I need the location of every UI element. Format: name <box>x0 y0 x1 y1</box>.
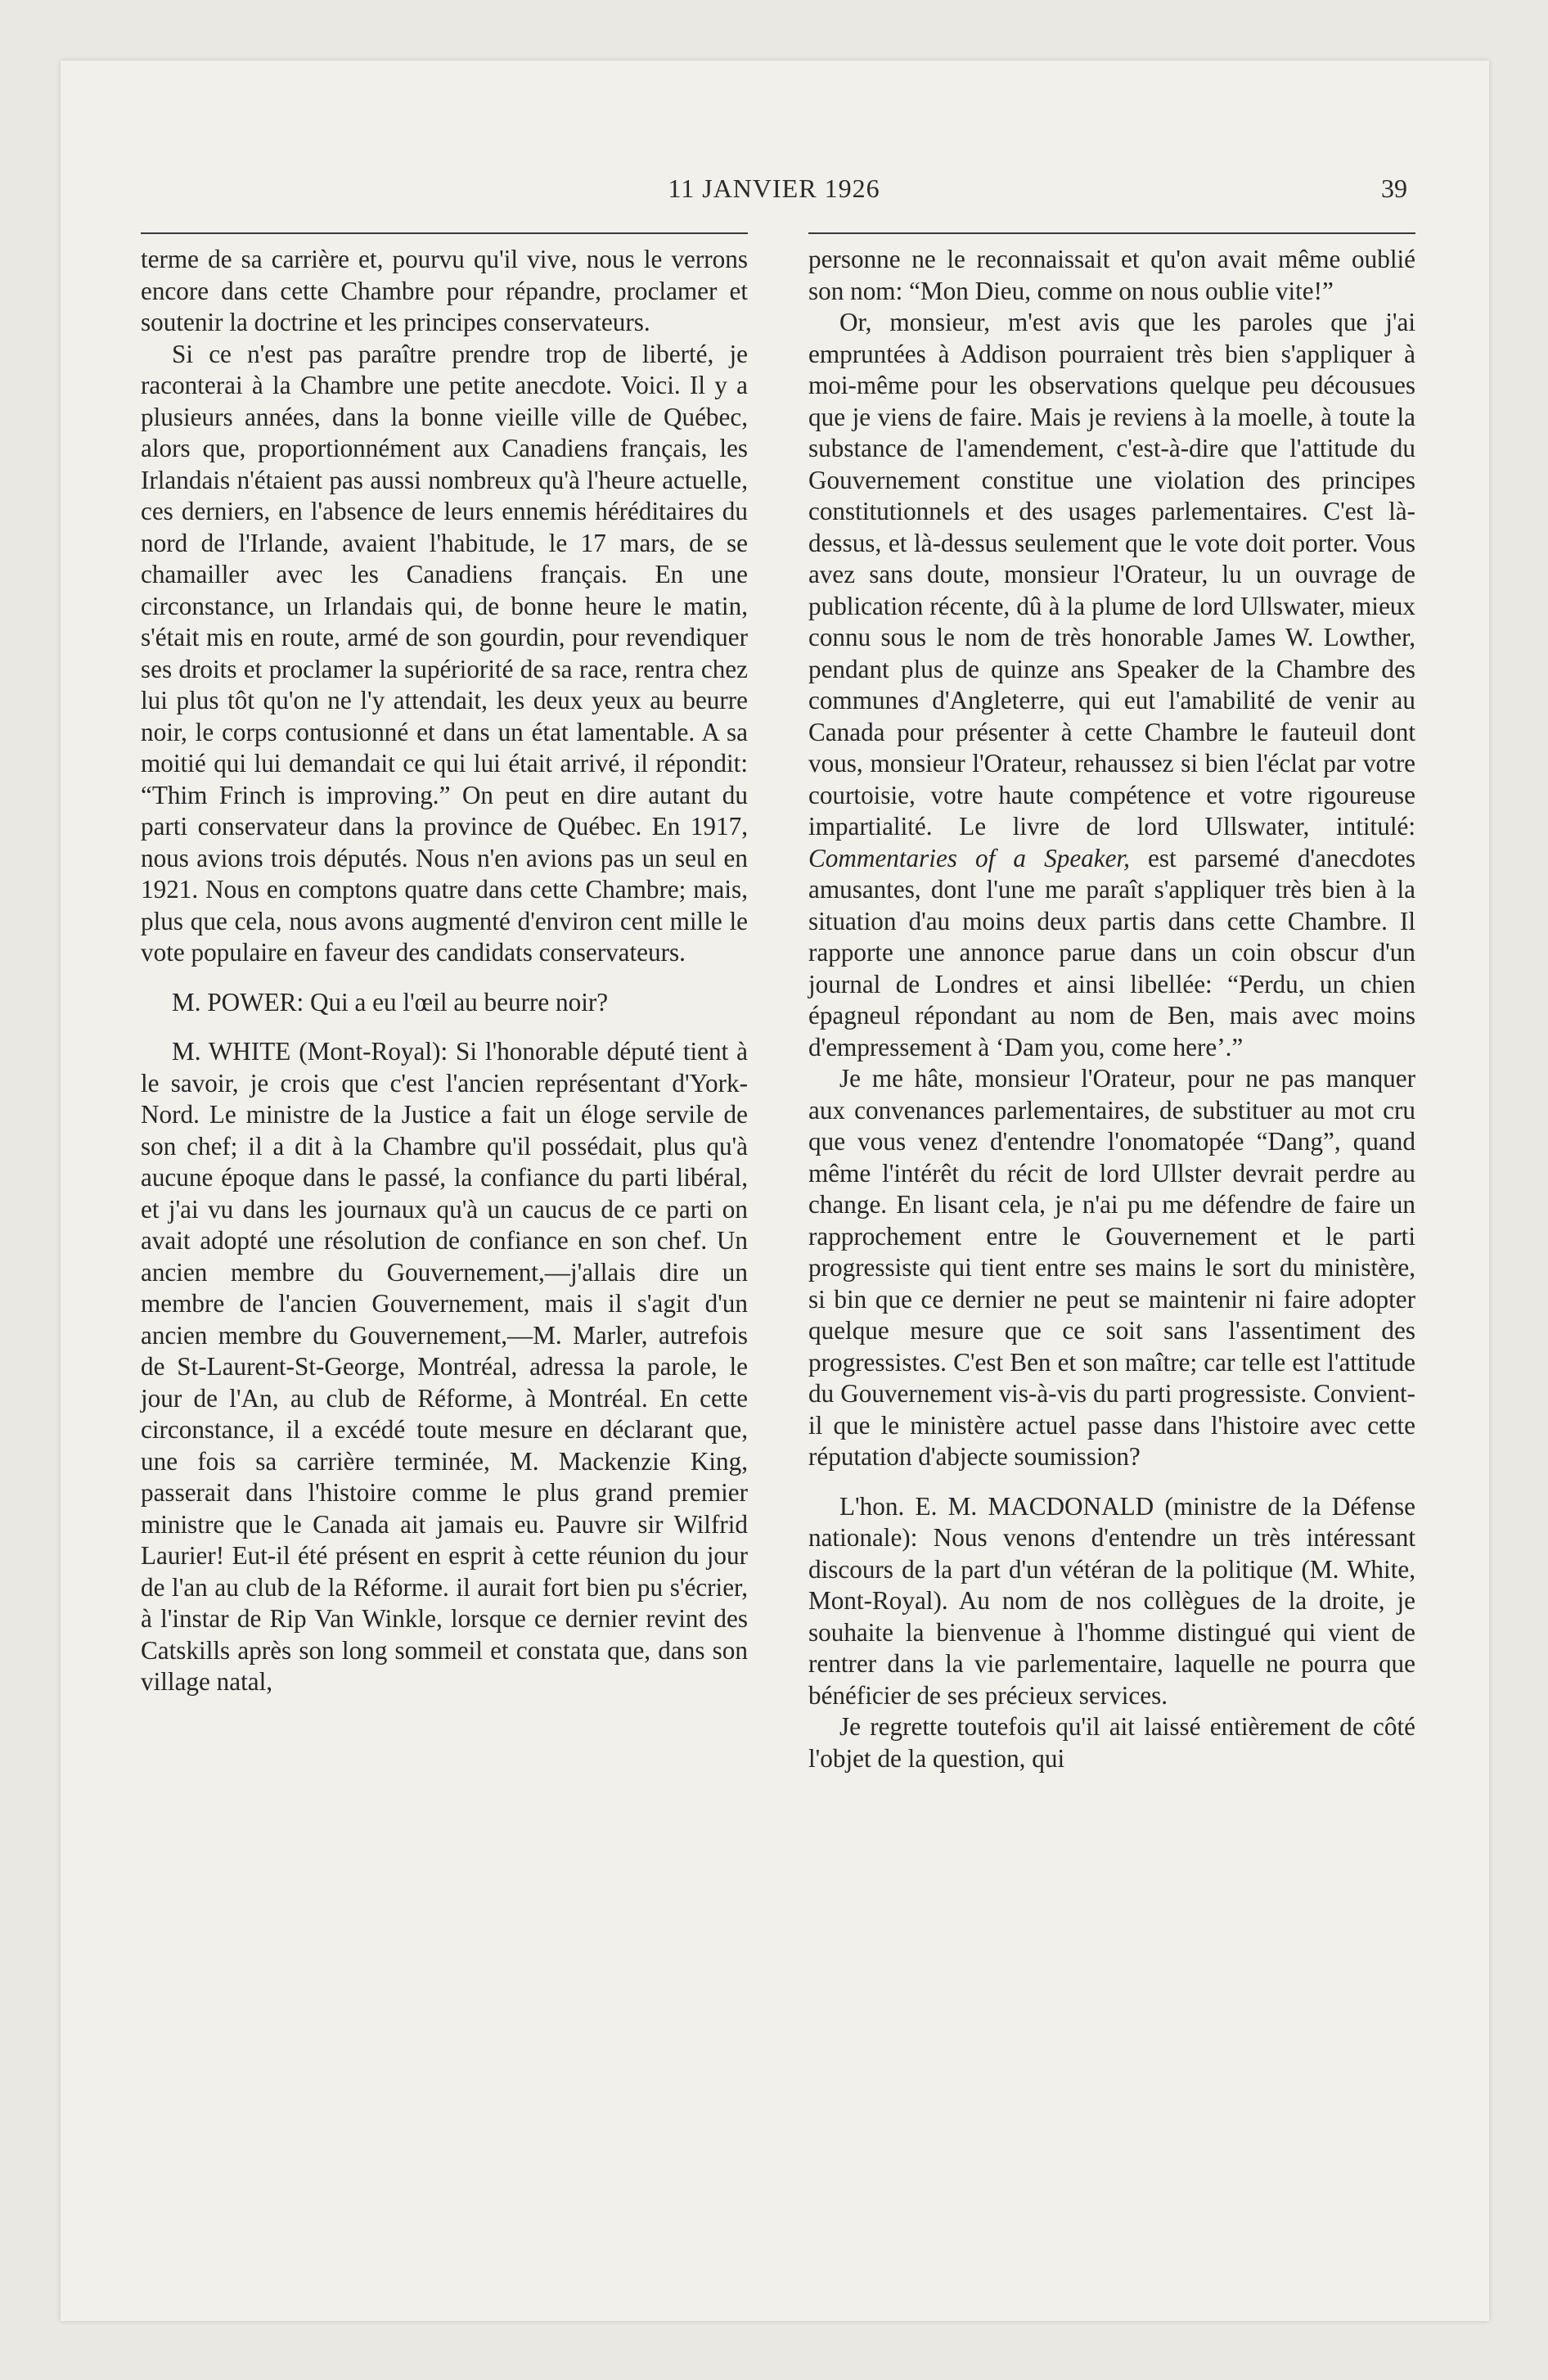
right-paragraph-2-text: Or, monsieur, m'est avis que les paroles que j'ai empruntées à Addison pourraient très bien s'appliquer à moi-même pour les observations quelque peu décousues que je viens de faire. Mais je reviens à la moelle, à toute la substance de l'amendement, c'est-à-dire que l'attitude du Gouvernement constitue une violation des principes constitutionnels et des usages parlementaires. C'est là-dessus, et là-dessus seulement que le vote doit porter. Vous avez sans doute, monsieur l'Orateur, lu un ouvrage de publication récente, dû à la plume de lord Ullswater, mieux connu sous le nom de très honorable James W. Lowther, pendant plus de quinze ans Speaker de la Chambre des communes d'Angleterre, qui eut l'amabilité de venir au Canada pour présenter à cette Chambre le fauteuil dont vous, monsieur l'Orateur, rehaussez si bien l'éclat par votre courtoisie, votre haute compétence et votre rigoureuse impartialité. Le livre de lord Ullswater, intitulé: <box>808 308 1415 841</box>
header-date: 11 JANVIER 1926 <box>668 174 880 203</box>
page-number: 39 <box>1381 174 1407 203</box>
right-paragraph-macdonald: L'hon. E. M. MACDONALD (ministre de la Défense nationale): Nous venons d'entendre un très intéressant discours de la part d'un vétéran de la politique (M. White, Mont-Royal). Au nom de nos collègues de la droite, je souhaite la bienvenue à l'homme distingué qui vient de rentrer dans la vie parlementaire, laquelle ne pourra que bénéficier de ses précieux services. <box>808 1491 1415 1710</box>
right-paragraph-3: Je me hâte, monsieur l'Orateur, pour ne pas manquer aux convenances parlementaires, de substituer au mot cru que vous venez d'entendre l'onomatopée “Dang”, quand même l'intérêt du récit de lord Ullster devrait perdre au change. En lisant cela, je n'ai pu me défendre de faire un rapprochement entre le Gouvernement et le parti progressiste qui tient entre ses mains le sort du ministère, si bin que ce dernier ne peut se maintenir ni faire adopter quelque mesure que ce soit sans l'assentiment des progressistes. C'est Ben et son maître; car telle est l'attitude du Gouvernement vis-à-vis du parti progressiste. Convient-il que le ministère actuel passe dans l'histoire avec cette réputation d'abjecte soumission? <box>808 1064 1415 1471</box>
right-paragraph-2 <box>808 307 1415 1063</box>
right-paragraph-1: personne ne le reconnaissait et qu'on avait même oublié son nom: “Mon Dieu, comme on nous oublie vite!” <box>808 245 1415 305</box>
right-column <box>808 221 1415 1774</box>
right-paragraph-2-rest: est parsemé d'anecdotes amusantes, dont l'une me paraît s'appliquer très bien à la situation d'au moins deux partis dans cette Chambre. Il rapporte une annonce parue dans un coin obscur d'un journal de Londres et ainsi libellée: “Perdu, un chien épagneul répondant au nom de Ben, mais avec moins d'empressement à ‘Dam you, come here’.” <box>808 843 1415 1062</box>
left-paragraph-white: M. WHITE (Mont-Royal): Si l'honorable député tient à le savoir, je crois que c'est l'ancien représentant d'York-Nord. Le ministre de la Justice a fait un éloge servile de son chef; il a dit à la Chambre qu'il possédait, plus qu'à aucune époque dans le passé, la confiance du parti libéral, et j'ai vu dans les journaux qu'à un caucus de ce parti on avait adopté une résolution de confiance en son chef. Un ancien membre du Gouvernement,—j'allais dire un membre de l'ancien Gouvernement, mais il s'agit d'un ancien membre du Gouvernement,—M. Marler, autrefois de St-Laurent-St-George, Montréal, adressa la parole, le jour de l'An, au club de Réforme, à Montréal. En cette circonstance, il a excédé toute mesure en déclarant que, une fois sa carrière terminée, M. Mackenzie King, passerait dans l'histoire comme le plus grand premier ministre que le Canada ait jamais eu. Pauvre sir Wilfrid Laurier! Eut-il été présent en esprit à cette réunion du jour de l'an au club de la Réforme. il aurait fort bien pu s'écrier, à l'instar de Rip Van Winkle, lorsque ce dernier revint des Catskills après son long sommeil et constata que, dans son village natal, <box>141 1037 748 1696</box>
left-paragraph-1: terme de sa carrière et, pourvu qu'il vive, nous le verrons encore dans cette Chambre pour répandre, proclamer et soutenir la doctrine et les principes conservateurs. <box>141 245 748 336</box>
left-paragraph-2: Si ce n'est pas paraître prendre trop de liberté, je raconterai à la Chambre une petite anecdote. Voici. Il y a plusieurs années, dans la bonne vieille ville de Québec, alors que, proportionnément aux Canadiens français, les Irlandais n'étaient pas aussi nombreux qu'à l'heure actuelle, ces derniers, en l'absence de leurs ennemis héréditaires du nord de l'Irlande, avaient l'habitude, le 17 mars, de se chamailler avec les Canadiens français. En une circonstance, un Irlandais qui, de bonne heure le matin, s'était mis en route, armé de son gourdin, pour revendiquer ses droits et proclamer la supériorité de sa race, rentra chez lui plus tôt qu'on ne l'y attendait, les deux yeux au beurre noir, le corps contusionné et dans un état lamentable. A sa moitié qui lui demandait ce qui lui était arrivé, il répondit: “Thim Frinch is improving.” On peut en dire autant du parti conservateur dans la province de Québec. En 1917, nous avions trois députés. Nous n'en avions pas un seul en 1921. Nous en comptons quatre dans cette Chambre; mais, plus que cela, nous avons augmenté d'environ cent mille le vote populaire en faveur des candidats conservateurs. <box>141 339 748 967</box>
left-paragraph-power: M. POWER: Qui a eu l'œil au beurre noir? <box>172 987 609 1016</box>
right-paragraph-5: Je regrette toutefois qu'il ait laissé entièrement de côté l'objet de la question, qui <box>808 1712 1415 1773</box>
header-rule-right <box>808 232 1415 234</box>
header-rule-left <box>141 232 748 234</box>
book-title: Commentaries of a Speaker, <box>808 843 1130 872</box>
left-column <box>141 221 748 1698</box>
page-header <box>141 174 1407 214</box>
